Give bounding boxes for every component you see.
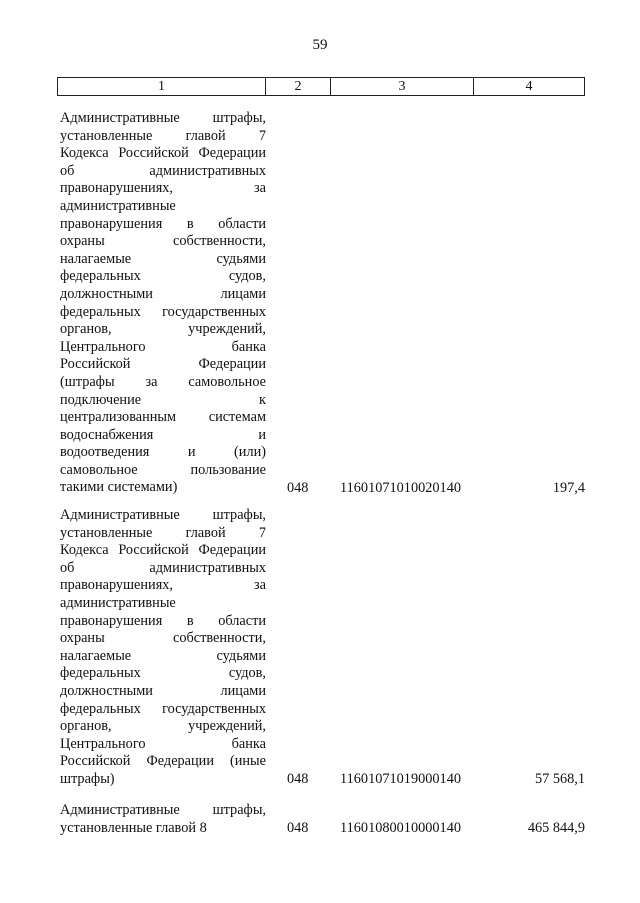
description-line: административные xyxy=(60,594,176,611)
description-line: охраны собственности, xyxy=(60,233,266,250)
description-line: федеральных судов, xyxy=(60,665,266,682)
description-line: такими системами) xyxy=(60,479,178,496)
description-line: органов, учреждений, xyxy=(60,718,266,735)
description-line: Административные штрафы, xyxy=(60,110,266,126)
description-line: самовольное пользование xyxy=(60,461,266,478)
description-line: водоснабжения и xyxy=(60,426,266,443)
page-number: 59 xyxy=(312,37,328,53)
description-line: об административных xyxy=(60,559,266,576)
description-line: Административные штрафы, xyxy=(60,802,266,818)
header-col-1: 1 xyxy=(58,78,266,95)
description-line: Кодекса Российской Федерации xyxy=(60,145,266,162)
row-description xyxy=(60,802,266,837)
row-code: 048 xyxy=(287,479,309,496)
description-line: правонарушения в области xyxy=(60,215,266,232)
row-amount: 57 568,1 xyxy=(534,771,585,787)
description-line: Административные штрафы, xyxy=(60,507,266,523)
description-line: (штрафы за самовольное xyxy=(60,373,266,390)
table-row xyxy=(57,507,585,793)
description-line: должностными лицами xyxy=(60,285,266,302)
header-col-2: 2 xyxy=(266,78,331,95)
description-line: установленные главой 7 xyxy=(60,127,266,144)
table-header xyxy=(57,77,585,96)
row-kbk: 11601080010000140 xyxy=(340,819,461,836)
description-line: федеральных государственных xyxy=(60,700,266,717)
description-line: Российской Федерации xyxy=(60,356,266,373)
description-line: штрафы) xyxy=(60,770,115,787)
description-line: должностными лицами xyxy=(60,682,266,699)
description-line: централизованным системам xyxy=(60,409,266,426)
description-line: правонарушениях, за xyxy=(60,577,266,594)
row-description xyxy=(60,507,266,789)
description-line: правонарушения в области xyxy=(60,612,266,629)
description-line: Российской Федерации (иные xyxy=(60,753,266,770)
table-row xyxy=(57,802,585,841)
description-line: Центрального банка xyxy=(60,338,266,355)
description-line: правонарушениях, за xyxy=(60,180,266,197)
description-line: налагаемые судьями xyxy=(60,250,266,267)
description-line: водоотведения и (или) xyxy=(60,444,266,461)
header-col-4: 4 xyxy=(525,79,533,94)
description-line: подключение к xyxy=(60,391,266,408)
description-line: федеральных государственных xyxy=(60,303,266,320)
row-code: 048 xyxy=(287,819,309,836)
description-line: Кодекса Российской Федерации xyxy=(60,542,266,559)
description-line: установленные главой 7 xyxy=(60,524,266,541)
row-kbk: 11601071019000140 xyxy=(340,771,461,787)
row-code: 048 xyxy=(287,771,309,787)
header-col-3: 3 xyxy=(331,78,474,95)
description-line: установленные главой 8 xyxy=(60,819,207,836)
description-line: охраны собственности, xyxy=(60,630,266,647)
description-line: административные xyxy=(60,197,176,214)
row-kbk: 11601071010020140 xyxy=(340,479,461,496)
table-row xyxy=(57,110,585,501)
row-amount: 197,4 xyxy=(552,479,585,496)
description-line: федеральных судов, xyxy=(60,268,266,285)
row-amount: 465 844,9 xyxy=(527,819,585,836)
description-line: Центрального банка xyxy=(60,735,266,752)
description-line: об административных xyxy=(60,162,266,179)
description-line: налагаемые судьями xyxy=(60,647,266,664)
row-description xyxy=(60,110,266,497)
description-line: органов, учреждений, xyxy=(60,321,266,338)
